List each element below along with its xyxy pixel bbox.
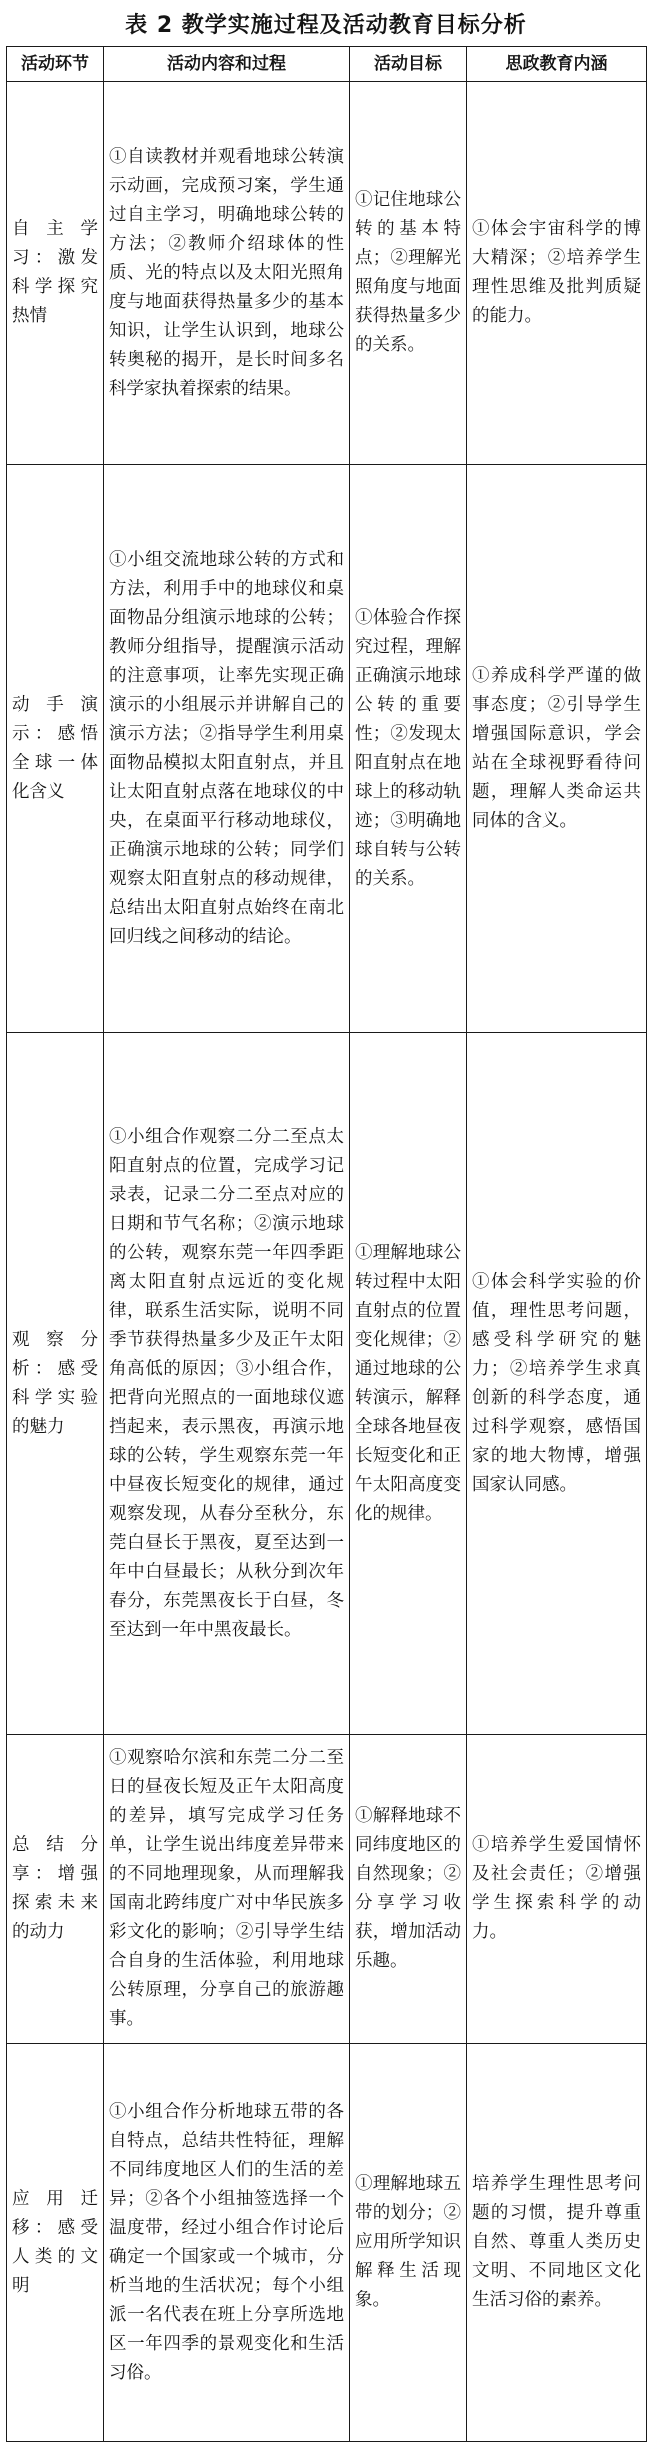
stage-cell: 自主学习：激发科学探究热情 — [7, 82, 104, 465]
civic-cell: 培养学生理性思考问题的习惯，提升尊重自然、尊重人类历史文明、不同地区文化生活习俗的素养。 — [467, 2044, 647, 2442]
stage-cell: 应用迁移：感受人类的文明 — [7, 2044, 104, 2442]
table-caption: 表 2 教学实施过程及活动教育目标分析 — [125, 13, 527, 38]
process-cell: ①观察哈尔滨和东莞二分二至日的昼夜长短及正午太阳高度的差异，填写完成学习任务单，让学生说出纬度差异带来的不同地理现象，从而理解我国南北跨纬度广对中华民族多彩文化的影响；②引导学生结合自身的生活体验，利用地球公转原理，分享自己的旅游趣事。 — [104, 1735, 350, 2044]
goal-cell: ①理解地球五带的划分；②应用所学知识解释生活现象。 — [350, 2044, 467, 2442]
civic-cell: ①养成科学严谨的做事态度；②引导学生增强国际意识，学会站在全球视野看待问题，理解人类命运共同体的含义。 — [467, 465, 647, 1033]
civic-cell: ①体会科学实验的价值，理性思考问题，感受科学研究的魅力；②培养学生求真创新的科学态度，通过科学观察，感悟国家的地大物博，增强国家认同感。 — [467, 1033, 647, 1735]
header-civic: 思政教育内涵 — [467, 47, 647, 82]
header-process: 活动内容和过程 — [104, 47, 350, 82]
process-cell: ①小组合作分析地球五带的各自特点，总结共性特征，理解不同纬度地区人们的生活的差异；②各个小组抽签选择一个温度带，经过小组合作讨论后确定一个国家或一个城市，分析当地的生活状况；每个小组派一名代表在班上分享所选地区一年四季的景观变化和生活习俗。 — [104, 2044, 350, 2442]
table-row — [7, 82, 647, 465]
process-cell: ①小组交流地球公转的方式和方法，利用手中的地球仪和桌面物品分组演示地球的公转；教师分组指导，提醒演示活动的注意事项，让率先实现正确演示的小组展示并讲解自己的演示方法；②指导学生利用桌面物品模拟太阳直射点，并且让太阳直射点落在地球仪的中央，在桌面平行移动地球仪，正确演示地球的公转；同学们观察太阳直射点的移动规律，总结出太阳直射点始终在南北回归线之间移动的结论。 — [104, 465, 350, 1033]
goal-cell: ①记住地球公转的基本特点；②理解光照角度与地面获得热量多少的关系。 — [350, 82, 467, 465]
table-row — [7, 1033, 647, 1735]
goal-cell: ①体验合作探究过程，理解正确演示地球公转的重要性；②发现太阳直射点在地球上的移动轨迹；③明确地球自转与公转的关系。 — [350, 465, 467, 1033]
teaching-process-table — [6, 46, 647, 2442]
stage-cell: 动手演示：感悟全球一体化含义 — [7, 465, 104, 1033]
civic-cell: ①培养学生爱国情怀及社会责任；②增强学生探索科学的动力。 — [467, 1735, 647, 2044]
goal-cell: ①解释地球不同纬度地区的自然现象；②分享学习收获，增加活动乐趣。 — [350, 1735, 467, 2044]
goal-cell: ①理解地球公转过程中太阳直射点的位置变化规律；②通过地球的公转演示，解释全球各地昼夜长短变化和正午太阳高度变化的规律。 — [350, 1033, 467, 1735]
stage-cell: 总结分享：增强探索未来的动力 — [7, 1735, 104, 2044]
table-row — [7, 465, 647, 1033]
stage-cell: 观察分析：感受科学实验的魅力 — [7, 1033, 104, 1735]
civic-cell: ①体会宇宙科学的博大精深；②培养学生理性思维及批判质疑的能力。 — [467, 82, 647, 465]
header-stage: 活动环节 — [7, 47, 104, 82]
process-cell: ①小组合作观察二分二至点太阳直射点的位置，完成学习记录表，记录二分二至点对应的日期和节气名称；②演示地球的公转，观察东莞一年四季距离太阳直射点远近的变化规律，联系生活实际，说明不同季节获得热量多少及正午太阳角高低的原因；③小组合作，把背向光照点的一面地球仪遮挡起来，表示黑夜，再演示地球的公转，学生观察东莞一年中昼夜长短变化的规律，通过观察发现，从春分至秋分，东莞白昼长于黑夜，夏至达到一年中白昼最长；从秋分到次年春分，东莞黑夜长于白昼，冬至达到一年中黑夜最长。 — [104, 1033, 350, 1735]
table-row — [7, 2044, 647, 2442]
process-cell: ①自读教材并观看地球公转演示动画，完成预习案，学生通过自主学习，明确地球公转的方法；②教师介绍球体的性质、光的特点以及太阳光照角度与地面获得热量多少的基本知识，让学生认识到，地球公转奥秘的揭开，是长时间多名科学家执着探索的结果。 — [104, 82, 350, 465]
table-row — [7, 1735, 647, 2044]
header-row — [7, 47, 647, 82]
header-goal: 活动目标 — [350, 47, 467, 82]
